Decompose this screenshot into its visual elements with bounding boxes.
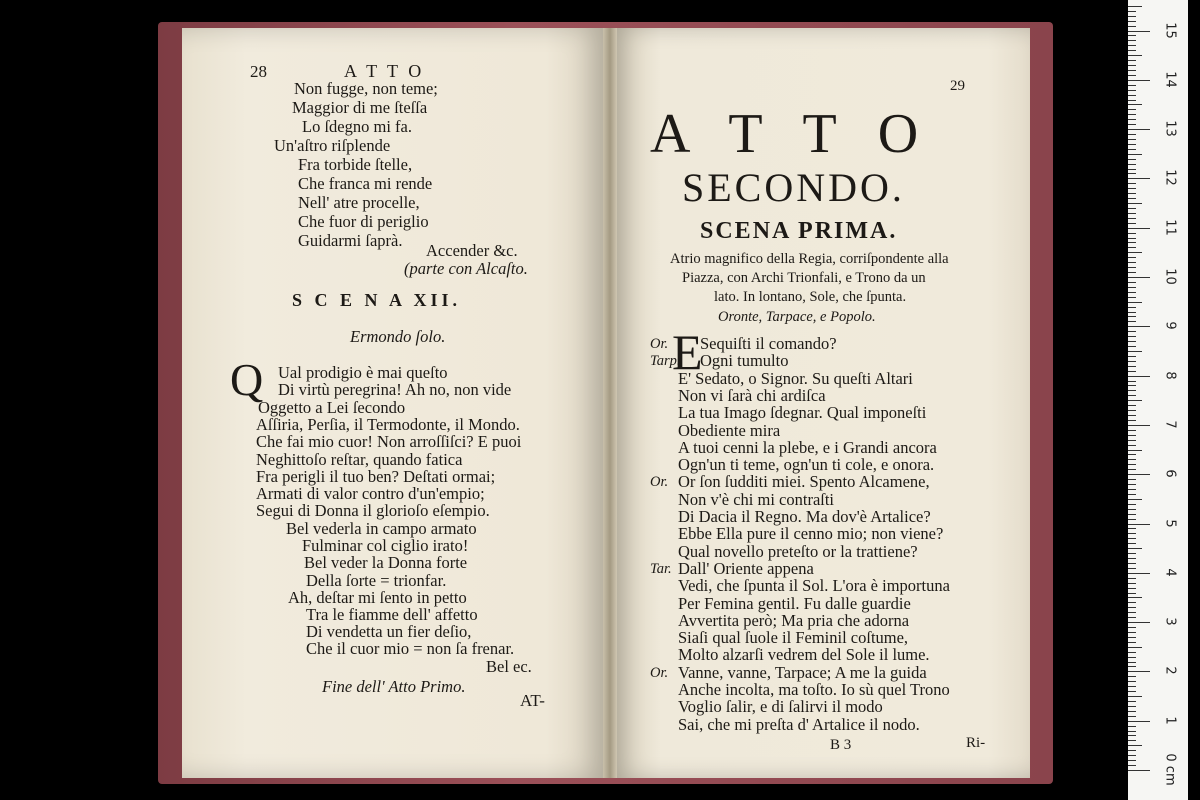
- ruler-tick: [1128, 26, 1136, 27]
- ruler-tick: [1128, 188, 1136, 189]
- ruler-tick: [1128, 307, 1136, 308]
- ruler-tick: [1128, 119, 1136, 120]
- dialogue-line: Non v'è chi mi contraſti: [678, 489, 835, 509]
- dialogue-line: Ebbe Ella pure il cenno mio; non viene?: [678, 524, 944, 544]
- ruler-tick: [1128, 129, 1150, 130]
- verse-line: Guidarmi ſaprà.: [298, 231, 403, 250]
- ruler-tick: [1128, 154, 1142, 155]
- ruler-tick: [1128, 6, 1142, 7]
- measuring-ruler: [1128, 0, 1188, 800]
- ruler-tick: [1128, 425, 1150, 426]
- ruler-tick: [1128, 223, 1136, 224]
- dialogue-line: Ogni tumulto: [700, 351, 789, 371]
- ruler-tick: [1128, 169, 1136, 170]
- ruler-tick: [1128, 548, 1142, 549]
- ruler-tick: [1128, 612, 1136, 613]
- ruler-tick: [1128, 711, 1136, 712]
- ruler-tick: [1128, 50, 1136, 51]
- ruler-tick: [1128, 55, 1142, 56]
- ruler-tick: [1128, 341, 1136, 342]
- ruler-tick: [1128, 21, 1136, 22]
- ruler-tick: [1128, 376, 1150, 377]
- ruler-tick: [1128, 183, 1136, 184]
- ruler-tick: [1128, 558, 1136, 559]
- ruler-tick: [1128, 228, 1150, 229]
- setting-line: lato. In lontano, Sole, che ſpunta.: [714, 289, 907, 305]
- ruler-tick: [1128, 430, 1136, 431]
- dialogue-line: Or ſon ſudditi miei. Spento Alcamene,: [678, 472, 930, 492]
- ruler-tick: [1128, 381, 1136, 382]
- ruler-tick: [1128, 114, 1136, 115]
- ruler-number: 7: [1162, 420, 1178, 429]
- ruler-tick: [1128, 691, 1136, 692]
- ruler-tick: [1128, 124, 1136, 125]
- dialogue-line: Qual novello preteſto or la trattiene?: [678, 541, 918, 561]
- speech-line: Fra perigli il tuo ben? Deſtati ormai;: [256, 466, 496, 486]
- speech-line: Oggetto a Lei ſecondo: [258, 397, 406, 417]
- verse-line: Lo ſdegno mi fa.: [302, 117, 412, 136]
- speaker-tag: Tar.: [650, 560, 672, 577]
- ruler-tick: [1128, 681, 1136, 682]
- ruler-tick: [1128, 65, 1136, 66]
- aria-line: Che il cuor mio = non ſa frenar.: [306, 639, 515, 659]
- setting-line: Atrio magnifico della Regia, corriſpondente alla: [670, 251, 949, 267]
- ruler-tick: [1128, 45, 1136, 46]
- verse-line: Non fugge, non teme;: [294, 79, 438, 98]
- ruler-tick: [1128, 247, 1136, 248]
- ruler-tick: [1128, 642, 1136, 643]
- ruler-tick: [1128, 193, 1136, 194]
- ruler-tick: [1128, 474, 1150, 475]
- ruler-tick: [1128, 40, 1136, 41]
- ruler-tick: [1128, 257, 1136, 258]
- ruler-tick: [1128, 514, 1136, 515]
- catchword: Ri-: [966, 735, 986, 751]
- ruler-tick: [1128, 336, 1136, 337]
- ruler-tick: [1128, 755, 1136, 756]
- ruler-number: 6: [1162, 469, 1178, 478]
- ruler-tick: [1128, 760, 1136, 761]
- ruler-tick: [1128, 454, 1136, 455]
- dialogue-line: Ogn'un ti teme, ogn'un ti cole, e onora.: [678, 455, 935, 475]
- ruler-tick: [1128, 390, 1136, 391]
- signature-mark: B 3: [830, 737, 852, 753]
- verse-line: Che fuor di periglio: [298, 212, 429, 231]
- ruler-number: 14: [1162, 71, 1178, 88]
- ruler-tick: [1128, 312, 1136, 313]
- speaker-tag: Or.: [650, 474, 669, 491]
- ruler-tick: [1128, 617, 1136, 618]
- dropcap: Q: [230, 354, 264, 405]
- aria-line: Ah, deſtar mi ſento in petto: [288, 587, 467, 607]
- ruler-tick: [1128, 346, 1136, 347]
- ruler-tick: [1128, 524, 1150, 525]
- dialogue-line: Di Dacia il Regno. Ma dov'è Artalice?: [678, 507, 931, 526]
- ruler-tick: [1128, 410, 1136, 411]
- ruler-tick: [1128, 277, 1150, 278]
- ruler-tick: [1128, 538, 1136, 539]
- ruler-tick: [1128, 203, 1142, 204]
- ruler-tick: [1128, 706, 1136, 707]
- speech-line: Aſſiria, Perſia, il Termodonte, il Mondo.: [256, 414, 520, 434]
- ruler-tick: [1128, 721, 1150, 722]
- ruler-tick: [1128, 479, 1136, 480]
- ruler-tick: [1128, 75, 1136, 76]
- dialogue-line: A tuoi cenni la plebe, e i Grandi ancora: [678, 437, 937, 457]
- ruler-tick: [1128, 178, 1150, 179]
- ruler-tick: [1128, 597, 1142, 598]
- ruler-tick: [1128, 233, 1136, 234]
- ruler-tick: [1128, 331, 1136, 332]
- ruler-tick: [1128, 676, 1136, 677]
- ruler-tick: [1128, 622, 1150, 623]
- ruler-tick: [1128, 104, 1142, 105]
- ruler-tick: [1128, 297, 1136, 298]
- ruler-tick: [1128, 499, 1142, 500]
- ruler-tick: [1128, 750, 1136, 751]
- speech-line: Armati di valor contro d'un'empio;: [256, 484, 485, 504]
- ruler-tick: [1128, 735, 1136, 736]
- ruler-tick: [1128, 272, 1136, 273]
- ruler-tick: [1128, 671, 1150, 672]
- dialogue-line: Obediente mira: [678, 420, 781, 440]
- dialogue-line: E' Sedato, o Signor. Su queſti Altari: [678, 368, 913, 388]
- ruler-tick: [1128, 543, 1136, 544]
- speaker-tag: Tarp.: [650, 353, 681, 370]
- ruler-tick: [1128, 139, 1136, 140]
- ruler-tick: [1128, 366, 1136, 367]
- act-subtitle: SECONDO.: [682, 165, 905, 210]
- ruler-tick: [1128, 198, 1136, 199]
- running-head: A T T O: [344, 61, 425, 81]
- ruler-tick: [1128, 420, 1136, 421]
- refrain: Bel ec.: [486, 657, 532, 676]
- speech-line: Neghittoſo reſtar, quando fatica: [256, 449, 463, 469]
- aria-line: Di vendetta un fier deſio,: [306, 622, 472, 642]
- refrain: Accender &c.: [426, 241, 518, 260]
- ruler-tick: [1128, 302, 1142, 303]
- ruler-number: 9: [1162, 321, 1178, 330]
- ruler-tick: [1128, 726, 1136, 727]
- ruler-tick: [1128, 16, 1136, 17]
- ruler-number: 5: [1162, 518, 1178, 528]
- aria-line: Bel vederla in campo armato: [286, 519, 477, 538]
- ruler-tick: [1128, 287, 1136, 288]
- ruler-tick: [1128, 593, 1136, 594]
- aria-line: Della ſorte = trionfar.: [306, 570, 447, 590]
- ruler-tick: [1128, 440, 1136, 441]
- ruler-tick: [1128, 70, 1136, 71]
- dialogue-line: Voglio ſalir, e di ſalirvi il modo: [678, 697, 883, 717]
- aria-line: Bel veder la Donna forte: [304, 553, 468, 573]
- end-note: Fine dell' Atto Primo.: [322, 677, 466, 696]
- ruler-tick: [1128, 80, 1150, 81]
- ruler-tick: [1128, 405, 1136, 406]
- ruler-tick: [1128, 238, 1136, 239]
- act-title: A T T O: [650, 103, 933, 165]
- ruler-tick: [1128, 484, 1136, 485]
- ruler-tick: [1128, 573, 1150, 574]
- ruler-tick: [1128, 770, 1150, 771]
- dialogue-line: Avvertita però; Ma pria che adorna: [678, 610, 910, 630]
- ruler-tick: [1128, 563, 1136, 564]
- ruler-tick: [1128, 144, 1136, 145]
- ruler-number: 11: [1162, 218, 1178, 236]
- ruler-tick: [1128, 637, 1136, 638]
- ruler-tick: [1128, 740, 1136, 741]
- stage-direction: (parte con Alcaſto.: [404, 259, 528, 278]
- dialogue-line: Sequiſti il comando?: [700, 334, 837, 353]
- ruler-tick: [1128, 164, 1136, 165]
- page-number: 28: [250, 62, 267, 81]
- book-gutter: [603, 28, 617, 778]
- ruler-tick: [1128, 469, 1136, 470]
- ruler-tick: [1128, 11, 1136, 12]
- speech-line: Segui di Donna il glorioſo eſempio.: [256, 501, 490, 521]
- ruler-number: 3: [1162, 617, 1178, 626]
- page-number: 29: [950, 78, 965, 94]
- character-note: Ermondo ſolo.: [350, 327, 446, 346]
- verse-line: Maggior di me ſteſſa: [292, 98, 428, 117]
- ruler-tick: [1128, 686, 1136, 687]
- ruler-tick: [1128, 528, 1136, 529]
- character-list: Oronte, Tarpace, e Popolo.: [718, 309, 876, 325]
- dialogue-line: Anche incolta, ma toſto. Io sù quel Trono: [678, 680, 950, 699]
- aria-line: Fulminar col ciglio irato!: [302, 536, 469, 556]
- dialogue-line: Per Femina gentil. Fu dalle guardie: [678, 593, 911, 613]
- ruler-tick: [1128, 652, 1136, 653]
- ruler-tick: [1128, 657, 1136, 658]
- ruler-tick: [1128, 159, 1136, 160]
- ruler-tick: [1128, 213, 1136, 214]
- ruler-tick: [1128, 627, 1136, 628]
- ruler-tick: [1128, 100, 1136, 101]
- ruler-tick: [1128, 173, 1136, 174]
- left-page: [182, 28, 610, 778]
- ruler-tick: [1128, 647, 1142, 648]
- ruler-tick: [1128, 701, 1136, 702]
- verse-line: Che franca mi rende: [298, 174, 433, 193]
- ruler-tick: [1128, 489, 1136, 490]
- dialogue-line: Molto alzarſi vedrem del Sole il lume.: [678, 645, 930, 665]
- ruler-tick: [1128, 109, 1136, 110]
- ruler-tick: [1128, 316, 1136, 317]
- ruler-number: 8: [1162, 370, 1178, 380]
- ruler-tick: [1128, 745, 1142, 746]
- ruler-tick: [1128, 321, 1136, 322]
- ruler-tick: [1128, 519, 1136, 520]
- ruler-number: 13: [1162, 120, 1178, 137]
- ruler-number: 15: [1162, 21, 1178, 39]
- speech-line: Di virtù peregrina! Ah no, non vide: [278, 380, 512, 400]
- ruler-tick: [1128, 242, 1136, 243]
- ruler-tick: [1128, 95, 1136, 96]
- ruler-tick: [1128, 208, 1136, 209]
- ruler-tick: [1128, 292, 1136, 293]
- ruler-tick: [1128, 583, 1136, 584]
- speaker-tag: Or.: [650, 336, 669, 352]
- setting-line: Piazza, con Archi Trionfali, e Trono da un: [682, 270, 926, 286]
- ruler-tick: [1128, 464, 1136, 465]
- dialogue-line: Vanne, vanne, Tarpace; A me la guida: [678, 662, 927, 682]
- ruler-tick: [1128, 533, 1136, 534]
- ruler-tick: [1128, 356, 1136, 357]
- right-page: [610, 28, 1030, 778]
- ruler-tick: [1128, 31, 1150, 32]
- ruler-tick: [1128, 218, 1136, 219]
- aria-line: Tra le fiamme dell' affetto: [306, 605, 478, 624]
- speaker-tag: Or.: [650, 664, 669, 681]
- catchword: AT-: [520, 691, 545, 710]
- ruler-tick: [1128, 445, 1136, 446]
- ruler-tick: [1128, 494, 1136, 495]
- dialogue-line: Non vi ſarà chi ardiſca: [678, 385, 826, 405]
- dialogue-line: Dall' Oriente appena: [678, 558, 814, 578]
- ruler-tick: [1128, 385, 1136, 386]
- ruler-tick: [1128, 35, 1136, 36]
- ruler-tick: [1128, 252, 1142, 253]
- dialogue-line: Siaſi qual ſuole il Feminil coſtume,: [678, 628, 909, 648]
- ruler-tick: [1128, 459, 1136, 460]
- ruler-number: 10: [1162, 268, 1178, 285]
- ruler-tick: [1128, 326, 1150, 327]
- dialogue-line: Sai, che mi preſta d' Artalice il nodo.: [678, 714, 920, 734]
- ruler-tick: [1128, 85, 1136, 86]
- ruler-tick: [1128, 666, 1136, 667]
- scene-heading: S C E N A XII.: [292, 290, 462, 310]
- speech-line: Ual prodigio è mai queſto: [278, 363, 448, 382]
- ruler-tick: [1128, 262, 1136, 263]
- ruler-number: 4: [1162, 568, 1178, 577]
- ruler-tick: [1128, 90, 1136, 91]
- ruler-tick: [1128, 578, 1136, 579]
- ruler-tick: [1128, 267, 1136, 268]
- ruler-number: 1: [1162, 716, 1178, 725]
- ruler-tick: [1128, 371, 1136, 372]
- ruler-tick: [1128, 696, 1142, 697]
- ruler-number: 2: [1162, 666, 1178, 676]
- ruler-tick: [1128, 361, 1136, 362]
- scene-heading: SCENA PRIMA.: [700, 218, 898, 244]
- verse-line: Un'aſtro riſplende: [274, 136, 391, 155]
- ruler-tick: [1128, 504, 1136, 505]
- ruler-tick: [1128, 282, 1136, 283]
- ruler-tick: [1128, 415, 1136, 416]
- verse-line: Fra torbide ſtelle,: [298, 155, 413, 174]
- ruler-tick: [1128, 662, 1136, 663]
- ruler-tick: [1128, 400, 1142, 401]
- ruler-tick: [1128, 731, 1136, 732]
- ruler-tick: [1128, 602, 1136, 603]
- ruler-unit: 0 cm: [1162, 753, 1178, 786]
- dropcap: E: [672, 324, 703, 380]
- ruler-tick: [1128, 568, 1136, 569]
- ruler-tick: [1128, 134, 1136, 135]
- ruler-tick: [1128, 149, 1136, 150]
- ruler-tick: [1128, 607, 1136, 608]
- ruler-tick: [1128, 632, 1136, 633]
- ruler-tick: [1128, 588, 1136, 589]
- dialogue-line: La tua Imago ſdegnar. Qual imponeſti: [678, 403, 927, 423]
- ruler-number: 12: [1162, 169, 1178, 187]
- ruler-tick: [1128, 450, 1142, 451]
- speech-line: Che fai mio cuor! Non arroſſiſci? E puoi: [256, 432, 522, 452]
- dialogue-line: Vedi, che ſpunta il Sol. L'ora è importuna: [678, 576, 950, 596]
- ruler-tick: [1128, 553, 1136, 554]
- ruler-tick: [1128, 395, 1136, 396]
- ruler-tick: [1128, 716, 1136, 717]
- ruler-tick: [1128, 765, 1136, 766]
- verse-line: Nell' atre procelle,: [298, 193, 420, 212]
- ruler-tick: [1128, 435, 1136, 436]
- ruler-tick: [1128, 509, 1136, 510]
- ruler-tick: [1128, 351, 1142, 352]
- ruler-tick: [1128, 60, 1136, 61]
